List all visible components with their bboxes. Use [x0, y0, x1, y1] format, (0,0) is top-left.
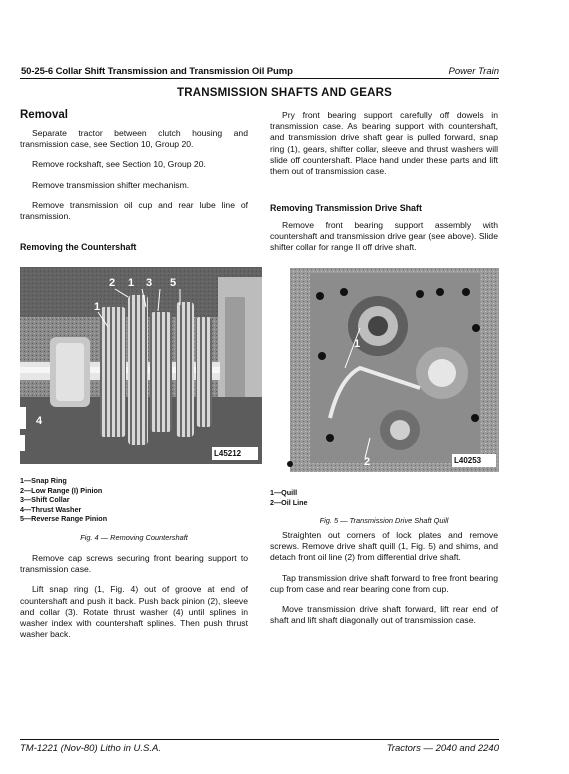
fig4-callout: 1 — [128, 277, 135, 289]
legend-item: 1—Snap Ring — [20, 476, 67, 485]
running-header-right: Power Train — [448, 66, 499, 77]
fig5-callout: 2 — [364, 456, 371, 468]
countershaft-text — [20, 553, 248, 640]
paragraph: Remove transmission oil cup and rear lube line of transmission. — [20, 199, 248, 222]
figure-5-photo — [270, 268, 499, 472]
fig4-caption: Fig. 4 — Removing Countershaft — [80, 533, 188, 542]
fig4-callout: 2 — [109, 277, 116, 289]
quill-photo-illustration — [270, 268, 499, 472]
fig5-code: L40253 — [454, 456, 482, 465]
paragraph: Remove cap screws securing front bearing support to transmission case. — [20, 553, 248, 575]
header-rule — [20, 78, 499, 79]
drive-shaft-heading: Removing Transmission Drive Shaft — [270, 203, 422, 213]
fig4-callout: 4 — [36, 415, 43, 427]
removal-heading: Removal — [20, 109, 68, 121]
paragraph: Pry front bearing support carefully off dowels in transmission case. As bearing support with countershaft, and transmission drive shaft gear is pulled forward, snap ring (1), gears, shifter collar, sleeve and thrust washers will slide off countershaft. Place hand under these parts and lift them out of transmission case. — [270, 110, 498, 177]
fig4-code: L45212 — [214, 449, 242, 458]
fig4-callout: 3 — [146, 277, 153, 289]
figure-4-photo — [20, 267, 262, 464]
paragraph: Straighten out corners of lock plates and remove screws. Remove drive shaft quill (1, Fig. 5) and shims, and detach front oil line (2) from differential drive shaft. — [270, 530, 498, 563]
page-title: TRANSMISSION SHAFTS AND GEARS — [177, 87, 392, 99]
legend-item: 2—Low Range (I) Pinion — [20, 485, 103, 495]
paragraph: Lift snap ring (1, Fig. 4) out of groove at end of countershaft and push it back. Push back pinion (2), sleeve and collar (3). Rotate thrust washer (4) until splines in washer index with countershaft splines. Then push thrust washer back. — [20, 584, 248, 640]
paragraph: Remove transmission shifter mechanism. — [32, 179, 190, 190]
paragraph: Separate tractor between clutch housing and transmission case, see Section 10, Group 20. — [20, 128, 248, 150]
countershaft-heading: Removing the Countershaft — [20, 242, 137, 252]
quill-text — [270, 530, 498, 626]
paragraph: Remove rockshaft, see Section 10, Group 20. — [32, 159, 206, 170]
legend-item: 2—Oil Line — [270, 497, 308, 507]
intro-text — [270, 110, 498, 177]
removal-text — [20, 128, 248, 222]
fig5-callout: 1 — [354, 338, 361, 350]
legend-item: 5—Reverse Range Pinion — [20, 514, 108, 524]
running-header-left: 50-25-6 Collar Shift Transmission and Transmission Oil Pump — [21, 66, 293, 77]
footer-right: Tractors — 2040 and 2240 — [386, 743, 499, 754]
fig5-legend — [270, 488, 308, 507]
footer-left: TM-1221 (Nov-80) Litho in U.S.A. — [20, 743, 161, 754]
fig4-callout: 5 — [170, 277, 177, 289]
fig4-legend — [20, 476, 107, 524]
drive-shaft-text — [270, 220, 498, 254]
fig4-callout: 1 — [94, 301, 101, 313]
paragraph: Move transmission drive shaft forward, lift rear end of shaft and lift shaft diagonally out of transmission case. — [270, 604, 498, 626]
legend-item: 4—Thrust Washer — [20, 504, 82, 514]
paragraph: Tap transmission drive shaft forward to free front bearing cup from case and rear bearing cone from cup. — [270, 572, 498, 594]
paragraph: Remove front bearing support assembly with countershaft and transmission drive gear (see above). Slide shifter collar for range II off drive shaft. — [270, 220, 498, 253]
fig5-caption: Fig. 5 — Transmission Drive Shaft Quill — [319, 516, 449, 525]
countershaft-photo-illustration — [20, 267, 262, 464]
legend-item: 3—Shift Collar — [20, 495, 70, 505]
footer-rule — [20, 739, 499, 740]
legend-item: 1—Quill — [270, 488, 298, 497]
